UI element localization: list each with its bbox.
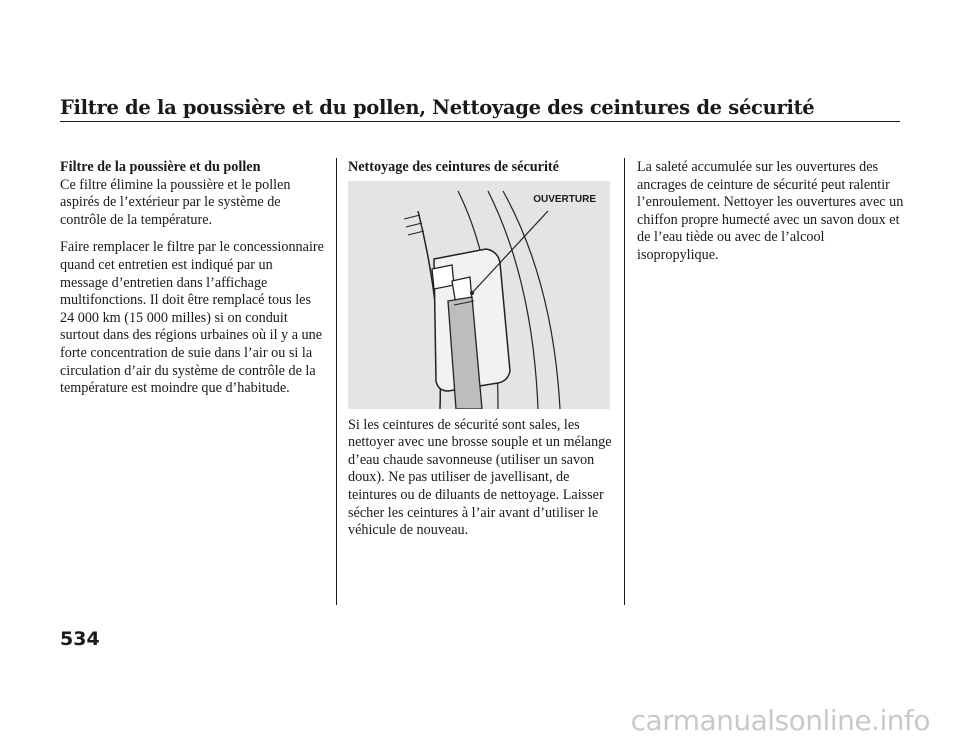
seatbelt-paragraph-1: Si les ceintures de sécurité sont sales, les nettoyer avec une brosse souple et un mélange d’eau chaude savonneuse (utiliser un savon doux). Ne pas utiliser de javellisant, de teintures ou de diluants de nettoyage. Laisser sécher les ceintures à l’air avant d’utiliser le véhicule de nouveau. — [348, 416, 612, 539]
anchor-paragraph-1: La saleté accumulée sur les ouvertures des ancrages de ceinture de sécurité peut ralentir l’enroulement. Nettoyer les ouvertures avec un chiffon propre humecté avec un savon doux et de l’eau tiède ou avec de l’alcool isopropylique. — [637, 159, 904, 263]
filter-paragraph-2: Faire remplacer le filtre par le concessionnaire quand cet entretien est indiqué par un message d’entretien dans l’affichage multifonctions. Il doit être remplacé tous les 24 000 km (15 000 milles) si on conduit surtout dans des régions urbaines où il y a une forte concentration de suie dans l’air ou si la circulation d’air du système de contrôle de la température est moindre que d’habitude. — [60, 239, 324, 397]
page-number: 534 — [60, 628, 100, 650]
seatbelt-anchor-illustration — [348, 181, 610, 409]
opening-label: OUVERTURE — [533, 193, 596, 205]
filter-paragraph-1: Ce filtre élimine la poussière et le pollen aspirés de l’extérieur par le système de contrôle de la température. — [60, 176, 291, 228]
column-anchor-cleaning — [637, 159, 907, 275]
column-divider-right — [624, 158, 625, 605]
seatbelt-heading: Nettoyage des ceintures de sécurité — [348, 159, 559, 175]
seatbelt-drawing — [348, 181, 610, 409]
site-watermark[interactable]: carmanualsonline.info — [630, 704, 930, 737]
filter-section — [60, 159, 324, 229]
column-filter — [60, 159, 324, 408]
filter-heading: Filtre de la poussière et du pollen — [60, 159, 261, 175]
title-rule — [60, 121, 900, 122]
column-divider-left — [336, 158, 337, 605]
column-seatbelt — [348, 159, 612, 550]
page-title: Filtre de la poussière et du pollen, Nettoyage des ceintures de sécurité — [60, 96, 815, 119]
